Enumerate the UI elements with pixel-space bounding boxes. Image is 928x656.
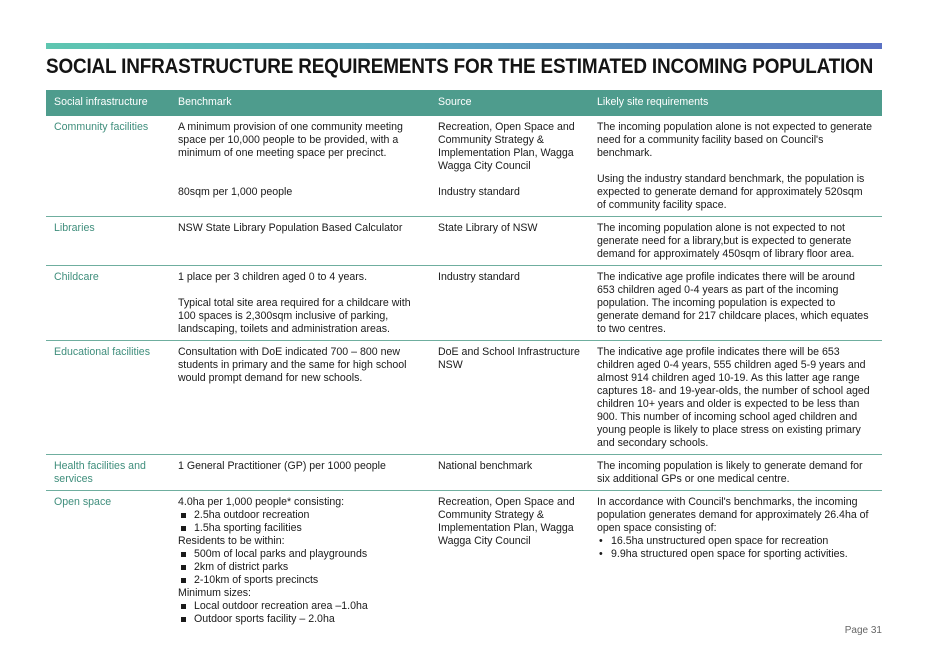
requirement-text: Using the industry standard benchmark, the population is expected to generate demand for approximately 520sqm of community facility space. [597,173,865,211]
page-number: Page 31 [844,625,882,636]
benchmark-list [178,509,422,535]
social-infrastructure-table [46,90,882,630]
source-cell: State Library of NSW [430,217,589,266]
benchmark-text: 4.0ha per 1,000 people* consisting: [178,496,345,508]
source-cell: DoE and School Infrastructure NSW [430,341,589,455]
category-cell: Community facilities [46,116,170,217]
list-item: 500m of local parks and playgrounds [178,548,422,561]
category-cell: Open space [54,496,112,508]
list-item: 1.5ha sporting facilities [178,522,422,535]
source-text: Recreation, Open Space and Community Strategy & Implementation Plan, Wagga Wagga City Council [438,121,575,172]
list-item: Local outdoor recreation area –1.0ha [178,600,422,613]
source-text: Industry standard [438,186,520,198]
list-item: • 9.9ha structured open space for sporting activities. [597,548,874,561]
requirement-text: The incoming population alone is not expected to generate need for a community facility based on Council's benchmark. [597,121,873,159]
table-header-row [46,90,882,116]
source-cell: Industry standard [430,266,589,341]
benchmark-text: A minimum provision of one community meeting space per 10,000 people to be provided, with a minimum of one meeting space per precinct. [178,121,403,159]
source-cell: National benchmark [430,455,589,491]
source-cell: Recreation, Open Space and Community Strategy & Implementation Plan, Wagga Wagga City Council [438,496,575,547]
benchmark-text: 1 place per 3 children aged 0 to 4 years. [178,271,368,283]
category-cell: Libraries [46,217,170,266]
requirement-text: In accordance with Council's benchmarks, the incoming population generates demand for approximately 26.4ha of open space consisting of: [597,496,869,534]
benchmark-cell: Consultation with DoE indicated 700 – 800 new students in primary and the same for high school would prompt demand for new schools. [170,341,430,455]
category-cell: Educational facilities [46,341,170,455]
header-likely-site-requirements: Likely site requirements [589,90,882,116]
requirement-cell: The incoming population is likely to generate demand for six additional GPs or one medical centre. [589,455,882,491]
requirement-cell [589,491,882,631]
requirement-cell: The incoming population alone is not expected to not generate need for a library,but is expected to generate demand for approximately 450sqm of library floor area. [589,217,882,266]
requirement-list [597,535,874,561]
source-cell [430,116,589,217]
list-item: Outdoor sports facility – 2.0ha [178,613,422,626]
table-row-childcare [46,266,882,341]
benchmark-cell [170,491,430,631]
page-title: SOCIAL INFRASTRUCTURE REQUIREMENTS FOR THE ESTIMATED INCOMING POPULATION [46,54,874,78]
requirement-cell: The indicative age profile indicates there will be 653 children aged 0-4 years, 555 children aged 5-9 years and almost 914 children aged 10-19. As this latter age range captures 18- and 19-year-olds, the number of school aged children 10+ years and older is expected to be less than 900. This number of incoming school aged children and young people is likely to place stress on existing primary and secondary schools. [589,341,882,455]
benchmark-list [178,548,422,587]
benchmark-text: Typical total site area required for a childcare with 100 spaces is 2,300sqm inclusive of parking, landscaping, toilets and administration areas. [178,297,411,335]
table-row-health-facilities [46,455,882,491]
table-row-educational-facilities [46,341,882,455]
benchmark-cell: 1 General Practitioner (GP) per 1000 people [170,455,430,491]
table-row-libraries [46,217,882,266]
list-item: 2km of district parks [178,561,422,574]
header-source: Source [430,90,589,116]
benchmark-cell [170,116,430,217]
requirement-cell: The indicative age profile indicates there will be around 653 children aged 0-4 years as part of the incoming population. The incoming population is expected to generate demand for 217 childcare places, which equates to two centres. [589,266,882,341]
list-item: • 16.5ha unstructured open space for recreation [597,535,874,548]
benchmark-text: Residents to be within: [178,535,285,547]
benchmark-cell: NSW State Library Population Based Calculator [170,217,430,266]
table-row-open-space [46,491,882,631]
benchmark-text: Minimum sizes: [178,587,251,599]
benchmark-cell [170,266,430,341]
requirement-cell [589,116,882,217]
category-cell: Health facilities and services [46,455,170,491]
top-gradient-bar [46,43,882,49]
list-item: 2.5ha outdoor recreation [178,509,422,522]
benchmark-list [178,600,422,626]
header-social-infrastructure: Social infrastructure [46,90,170,116]
benchmark-text: 80sqm per 1,000 people [178,186,293,198]
category-cell: Childcare [46,266,170,341]
table-row-community-facilities [46,116,882,217]
list-item: 2-10km of sports precincts [178,574,422,587]
header-benchmark: Benchmark [170,90,430,116]
